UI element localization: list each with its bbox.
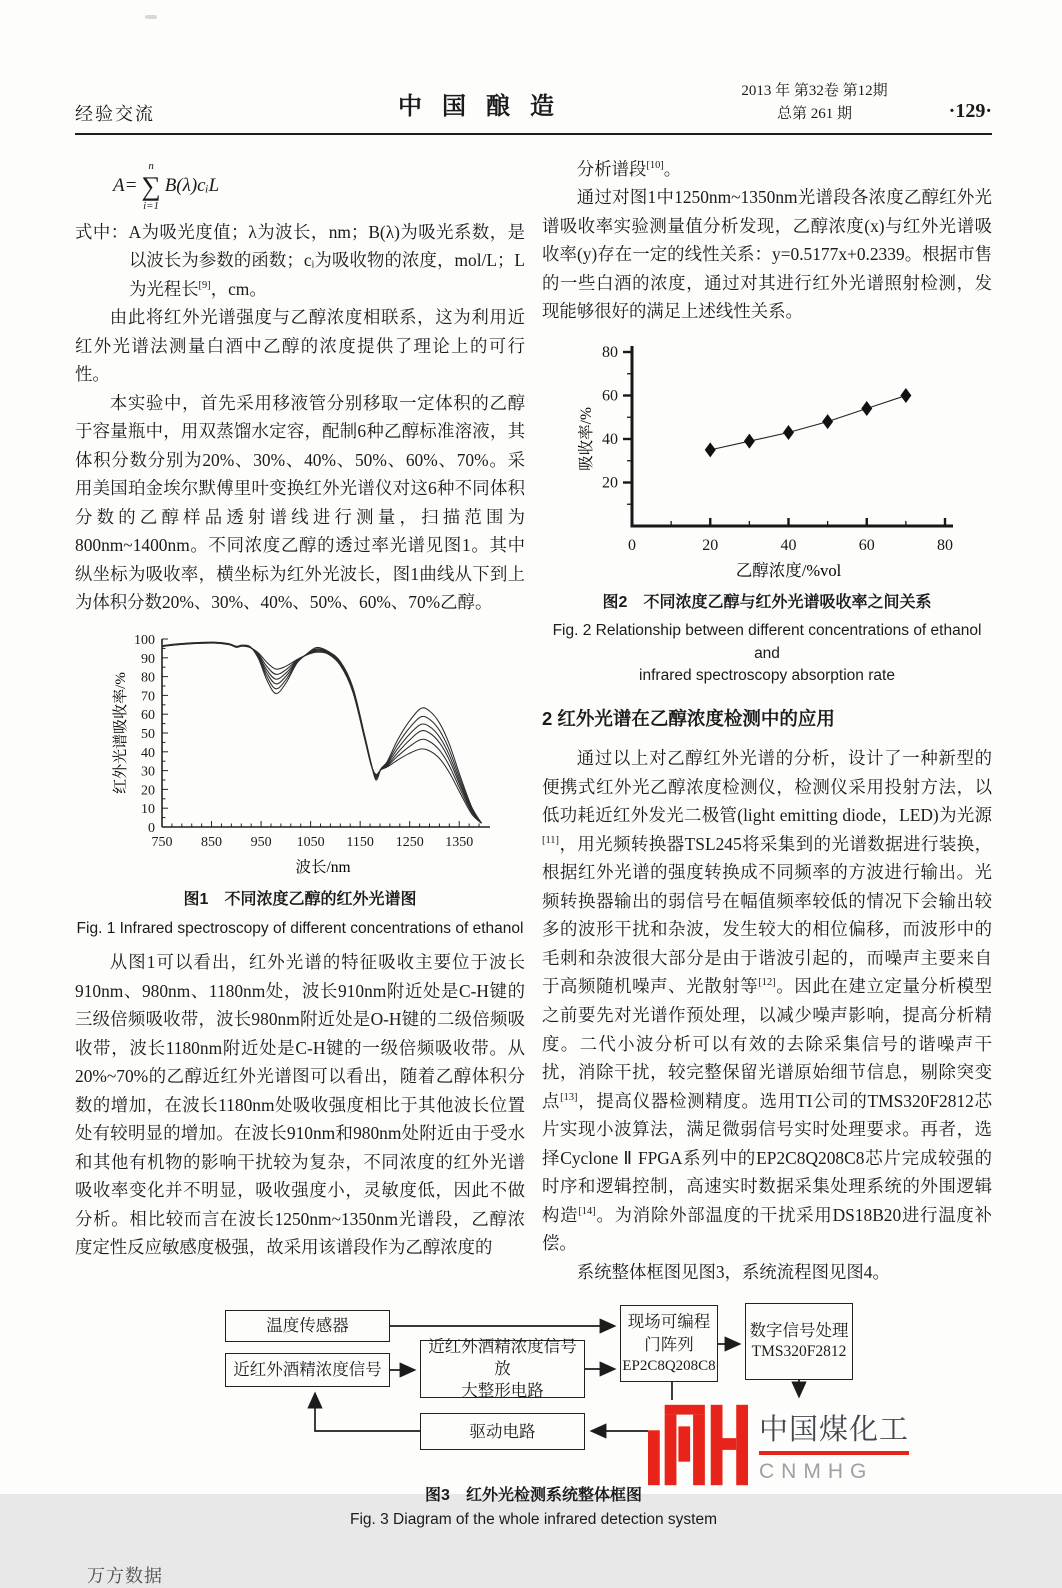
watermark-underline (759, 1451, 909, 1455)
figure2-linearity-chart (560, 338, 975, 589)
wanfang-watermark: 万方数据 (87, 1565, 163, 1586)
series-30% (162, 643, 482, 823)
left-column (75, 155, 525, 1287)
issue-line2: 总第 261 期 (776, 106, 852, 123)
fig2-svg (560, 338, 975, 580)
series-50% (162, 642, 482, 823)
box-drive-circuit: 驱动电路 (420, 1413, 585, 1450)
diamond-marker (861, 401, 872, 416)
fig2-points (704, 388, 911, 457)
fig2-tick-labels (602, 344, 953, 554)
paragraph: 系统整体框图见图3，系统流程图见图4。 (576, 1261, 890, 1282)
svg-text:80: 80 (141, 670, 155, 686)
svg-text:40: 40 (141, 745, 155, 761)
paragraph: 通过以上对乙醇红外光谱的分析，设计了一种新型的便携式红外光乙醇浓度检测仪，检测仪采用投射方法，以低功耗近红外发光二极管(light emitting diode，LED)为光源[11]，用光频转换器TSL245将采集到的光谱数据进行装换，根据红外光谱的强度转换成不同频率的方波进行输出。光频转换器输出的弱信号在幅值频率较低的情况下会输出较多的波形干扰和杂波，发生较大的相位偏移，而波形中的毛刺和杂波很大部分是由于谐波引起的，而噪声主要来自于高频随机噪声、光散射等[12]。因此在建立定量分析模型之前要先对光谱作预处理，以减少噪声影响，提高分析精度。二代小波分析可以有效的去除采集信号的谐噪声干扰，消除干扰，较完整保留光谱原始细节信息，剔除突变点[13]，提高仪器检测精度。选用TI公司的TMS320F2812芯片实现小波算法，满足微弱信号实时处理要求。再者，选择Cyclone Ⅱ FPGA系列中的EP2C8Q208C8芯片完成较强的时序和逻辑控制，高速实时数据采集处理系统的外围逻辑构造[14]。为消除外部温度的干扰采用DS18B20进行温度补偿。 (542, 748, 992, 1254)
fig2-trend-line (710, 395, 906, 449)
svg-text:950: 950 (250, 834, 272, 850)
paragraph: 分析谱段[10]。 (576, 158, 682, 179)
issue-line1: 2013 年 第32卷 第12期 (741, 83, 888, 99)
fig2-ticks (623, 352, 945, 526)
figure1-caption-en: Fig. 1 Infrared spectroscopy of different concentrations of ethanol (76, 919, 524, 937)
svg-text:1050: 1050 (296, 834, 325, 850)
scan-smudge (145, 15, 157, 19)
svg-text:1350: 1350 (445, 834, 474, 850)
svg-text:20: 20 (141, 783, 155, 799)
column-section-label: 经验交流 (75, 103, 155, 124)
watermark-cn: 中国煤化工 (759, 1414, 910, 1447)
svg-text:60: 60 (141, 708, 155, 724)
svg-text:40: 40 (601, 430, 618, 448)
series-70% (162, 642, 482, 823)
svg-text:80: 80 (601, 343, 618, 361)
box-dsp: 数字信号处理 TMS320F2812 (745, 1303, 853, 1380)
paragraph: 由此将红外光谱强度与乙醇浓度相联系，这为利用近红外光谱法测量白酒中乙醇的浓度提供了理论上的可行性。 (75, 307, 525, 385)
watermark-en: CNMHG (759, 1459, 874, 1483)
page-number: ·129· (948, 99, 992, 122)
diamond-marker (704, 442, 715, 457)
figure2 (542, 338, 992, 688)
figure3 (75, 1300, 992, 1531)
equation-rhs: B(λ)cᵢL (164, 175, 220, 197)
page-header (75, 0, 992, 127)
arrow-drive-to-nir (315, 1394, 420, 1431)
diamond-marker (900, 388, 911, 403)
figure1-caption-cn: 图1 不同浓度乙醇的红外光谱图 (183, 891, 417, 909)
figure3-block-diagram (200, 1300, 920, 1483)
svg-text:850: 850 (201, 834, 223, 850)
svg-text:80: 80 (936, 536, 953, 554)
fig1-svg (106, 629, 494, 877)
cnmhg-logo-icon (648, 1404, 748, 1486)
svg-text:90: 90 (141, 651, 155, 667)
svg-text:60: 60 (858, 536, 875, 554)
svg-text:1250: 1250 (395, 834, 424, 850)
svg-text:20: 20 (701, 536, 718, 554)
cnmhg-watermark (648, 1400, 916, 1490)
header-rule (75, 133, 992, 135)
series-20% (162, 643, 482, 823)
svg-text:60: 60 (601, 387, 618, 405)
series-40% (162, 643, 482, 823)
fig1-ticks (162, 639, 479, 827)
paragraph: 通过对图1中1250nm~1350nm光谱段各浓度乙醇红外光谱吸收率实验测量值分析发现，乙醇浓度(x)与红外光谱吸收率(y)存在一定的线性关系：y=0.5177x+0.2339。根据市售的一些白酒的浓度，通过对其进行红外光谱照射检测，发现能够很好的满足上述线性关系。 (542, 187, 992, 322)
box-temperature-sensor: 温度传感器 (225, 1310, 390, 1342)
sigma-operator: n ∑ i=1 (141, 159, 161, 212)
right-column (542, 155, 992, 1287)
diamond-marker (783, 425, 794, 440)
figure3-caption-cn: 图3 红外光检测系统整体框图 (425, 1487, 642, 1505)
box-amplifier-shaping-circuit: 近红外酒精浓度信号放 大整形电路 (420, 1340, 585, 1398)
two-column-body (75, 155, 992, 1287)
svg-text:1150: 1150 (346, 834, 374, 850)
figure2-caption-en: Fig. 2 Relationship between different concentrations of ethanol and infrared spectroscopy absorption rate (552, 622, 982, 685)
watermark-text (759, 1407, 909, 1484)
absorbance-equation (113, 161, 525, 212)
fig1-series (162, 642, 482, 823)
diamond-marker (743, 433, 754, 448)
svg-text:50: 50 (141, 726, 155, 742)
figure1 (75, 629, 525, 940)
fig2-ylabel: 吸收率/% (577, 406, 595, 471)
paragraph: 本实验中，首先采用移液管分别移取一定体积的乙醇于容量瓶中，用双蒸馏水定容，配制6种乙醇标准溶液，其体积分数分别为20%、30%、40%、50%、60%、70%。采用美国珀金埃尔默傅里叶变换红外光谱仪对这6种不同体积分数的乙醇样品透射谱线进行测量，扫描范围为800nm~1400nm。不同浓度乙醇的透过率光谱见图1。其中纵坐标为吸收率，横坐标为红外光波长，图1曲线从下到上为体积分数20%、30%、40%、50%、60%、70%乙醇。 (75, 392, 525, 613)
svg-text:750: 750 (151, 834, 173, 850)
svg-text:10: 10 (141, 802, 155, 818)
svg-text:40: 40 (780, 536, 796, 554)
section2-heading: 2 红外光谱在乙醇浓度检测中的应用 (542, 707, 835, 729)
svg-text:0: 0 (627, 536, 636, 554)
figure3-caption-en: Fig. 3 Diagram of the whole infrared detection system (349, 1511, 717, 1529)
figure1-spectra-chart (106, 629, 494, 886)
figure2-caption-cn: 图2 不同浓度乙醇与红外光谱吸收率之间关系 (602, 594, 932, 612)
issue-info (707, 80, 922, 127)
diamond-marker (822, 414, 833, 429)
box-fpga: 现场可编程 门阵列 EP2C8Q208C8 (620, 1305, 718, 1382)
fig1-ylabel: 红外光谱吸收率/% (113, 672, 129, 794)
journal-title: 中国酿造 (398, 93, 574, 120)
box-nir-alcohol-signal: 近红外酒精浓度信号 (225, 1353, 390, 1387)
svg-text:0: 0 (148, 820, 155, 836)
svg-text:70: 70 (141, 689, 155, 705)
equation-lhs: A= (113, 175, 138, 197)
paragraph: 从图1可以看出，红外光谱的特征吸收主要位于波长910nm、980nm、1180nm处，波长910nm附近处是C-H键的三级倍频吸收带，波长980nm附近处是O-H键的二级倍频吸收带，波长1180nm附近处是C-H键的一级倍频吸收带。从20%~70%的乙醇近红外光谱图可以看出，随着乙醇体积分数的增加，在波长1180nm处吸收强度相比于其他波长位置处有较明显的增加。在波长910nm和980nm处附近由于受水和其他有机物的影响干扰较为复杂，不同浓度的红外光谱吸收率变化并不明显，吸收强度小，灵敏度低，因此不做分析。相比较而言在波长1250nm~1350nm光谱段，乙醇浓度定性反应敏感度极强，故采用该谱段作为乙醇浓度的 (75, 952, 525, 1258)
svg-text:20: 20 (601, 474, 618, 492)
fig2-xlabel: 乙醇浓度/%vol (735, 560, 841, 580)
equation-legend: 式中：A为吸光度值；λ为波长，nm；B(λ)为吸光系数，是以波长为参数的函数；cᵢ为吸收物的浓度，mol/L；L为光程长[9]，cm。 (75, 221, 525, 299)
svg-text:100: 100 (134, 632, 155, 648)
series-60% (162, 642, 482, 823)
fig1-xlabel: 波长/nm (295, 858, 351, 876)
svg-text:30: 30 (141, 764, 155, 780)
fig1-tick-labels (134, 633, 473, 850)
